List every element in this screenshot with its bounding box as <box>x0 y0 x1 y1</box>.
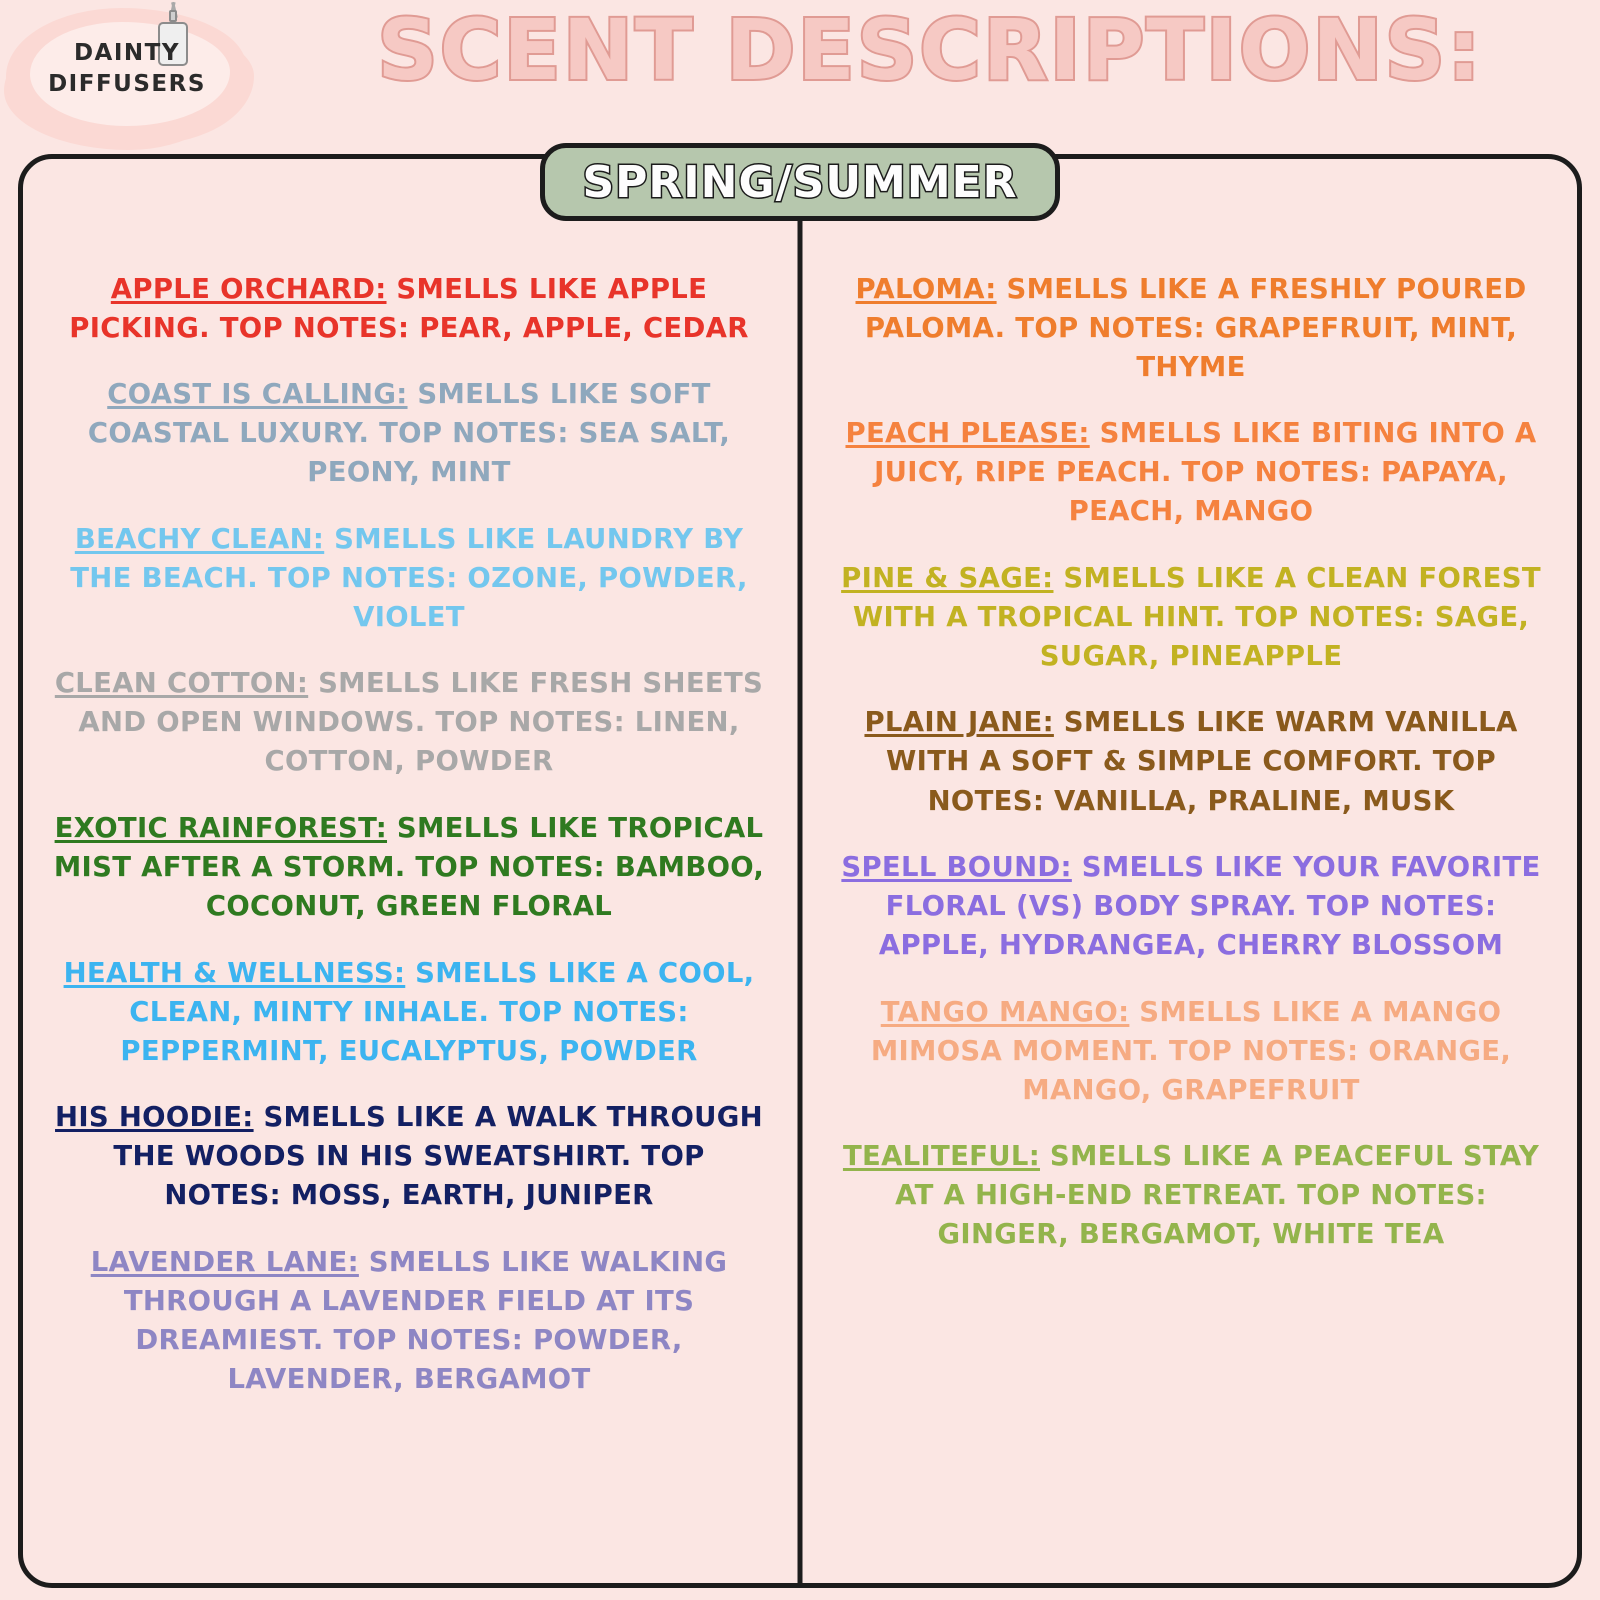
scent-description: SMELLS LIKE A FRESHLY POURED PALOMA. TOP NOTES: GRAPEFRUIT, MINT, THYME <box>864 272 1527 383</box>
scent-entry <box>52 270 766 348</box>
scent-entry <box>52 954 766 1071</box>
scent-column-left <box>18 154 800 1588</box>
scent-name: HIS HOODIE: <box>55 1101 254 1134</box>
scent-description: SMELLS LIKE A COOL, CLEAN, MINTY INHALE. TOP NOTES: PEPPERMINT, EUCALYPTUS, POWDER <box>120 956 755 1067</box>
logo-wordmark <box>32 38 222 100</box>
page-title: SCENT DESCRIPTIONS: <box>377 1 1483 99</box>
scent-entry <box>834 270 1548 387</box>
season-badge <box>540 143 1060 221</box>
scent-name: PALOMA: <box>855 272 997 305</box>
scent-description: SMELLS LIKE WALKING THROUGH A LAVENDER FIELD AT ITS DREAMIEST. TOP NOTES: POWDER, LAVENDER, BERGAMOT <box>123 1245 728 1396</box>
scent-name: APPLE ORCHARD: <box>110 272 387 305</box>
scent-description: SMELLS LIKE LAUNDRY BY THE BEACH. TOP NOTES: OZONE, POWDER, VIOLET <box>70 522 748 633</box>
scent-entry <box>52 520 766 637</box>
scent-columns <box>18 154 1582 1588</box>
scent-entry <box>52 664 766 781</box>
scent-description: SMELLS LIKE TROPICAL MIST AFTER A STORM. TOP NOTES: BAMBOO, COCONUT, GREEN FLORAL <box>53 812 765 923</box>
scent-name: TANGO MANGO: <box>880 995 1130 1028</box>
scent-description: SMELLS LIKE A PEACEFUL STAY AT A HIGH-END RETREAT. TOP NOTES: GINGER, BERGAMOT, WHITE TEA <box>895 1140 1540 1251</box>
scent-name: LAVENDER LANE: <box>90 1245 359 1278</box>
scent-name: CLEAN COTTON: <box>54 667 309 700</box>
scent-description: SMELLS LIKE A CLEAN FOREST WITH A TROPICAL HINT. TOP NOTES: SAGE, SUGAR, PINEAPPLE <box>852 561 1541 672</box>
scent-column-right <box>800 154 1582 1588</box>
logo-line-2: DIFFUSERS <box>48 71 206 98</box>
scent-name: COAST IS CALLING: <box>107 378 408 411</box>
scent-description: SMELLS LIKE A WALK THROUGH THE WOODS IN HIS SWEATSHIRT. TOP NOTES: MOSS, EARTH, JUNIPER <box>113 1101 763 1212</box>
scent-description: SMELLS LIKE WARM VANILLA WITH A SOFT & SIMPLE COMFORT. TOP NOTES: VANILLA, PRALINE, MUSK <box>886 706 1518 817</box>
scent-name: TEALITEFUL: <box>842 1140 1040 1173</box>
scent-entry <box>52 809 766 926</box>
scent-description: SMELLS LIKE A MANGO MIMOSA MOMENT. TOP NOTES: ORANGE, MANGO, GRAPEFRUIT <box>870 995 1512 1106</box>
scent-description: SMELLS LIKE FRESH SHEETS AND OPEN WINDOWS. TOP NOTES: LINEN, COTTON, POWDER <box>78 667 764 778</box>
scent-entry <box>834 559 1548 676</box>
scent-description: SMELLS LIKE SOFT COASTAL LUXURY. TOP NOTES: SEA SALT, PEONY, MINT <box>87 378 731 489</box>
scent-description: SMELLS LIKE BITING INTO A JUICY, RIPE PEACH. TOP NOTES: PAPAYA, PEACH, MANGO <box>874 417 1537 528</box>
scent-name: PLAIN JANE: <box>864 706 1054 739</box>
scent-entry <box>834 1137 1548 1254</box>
scent-entry <box>52 375 766 492</box>
scent-name: PEACH PLEASE: <box>845 417 1090 450</box>
scent-description: SMELLS LIKE YOUR FAVORITE FLORAL (VS) BODY SPRAY. TOP NOTES: APPLE, HYDRANGEA, CHERRY BLOSSOM <box>878 851 1541 962</box>
scent-name: HEALTH & WELLNESS: <box>63 956 406 989</box>
scent-entry <box>834 414 1548 531</box>
scent-entry <box>834 993 1548 1110</box>
logo-line-1: DAINTY <box>73 40 181 66</box>
scent-description: SMELLS LIKE APPLE PICKING. TOP NOTES: PEAR, APPLE, CEDAR <box>69 272 749 344</box>
scent-name: BEACHY CLEAN: <box>74 522 325 555</box>
season-badge-label: SPRING/SUMMER <box>582 156 1018 208</box>
scent-entry <box>52 1243 766 1399</box>
scent-name: SPELL BOUND: <box>841 851 1072 884</box>
scent-entry <box>52 1098 766 1215</box>
brand-logo <box>6 2 256 150</box>
page-header <box>0 0 1600 150</box>
scent-entry <box>834 848 1548 965</box>
scent-entry <box>834 703 1548 820</box>
scent-name: EXOTIC RAINFOREST: <box>54 812 388 845</box>
scent-name: PINE & SAGE: <box>841 561 1054 594</box>
